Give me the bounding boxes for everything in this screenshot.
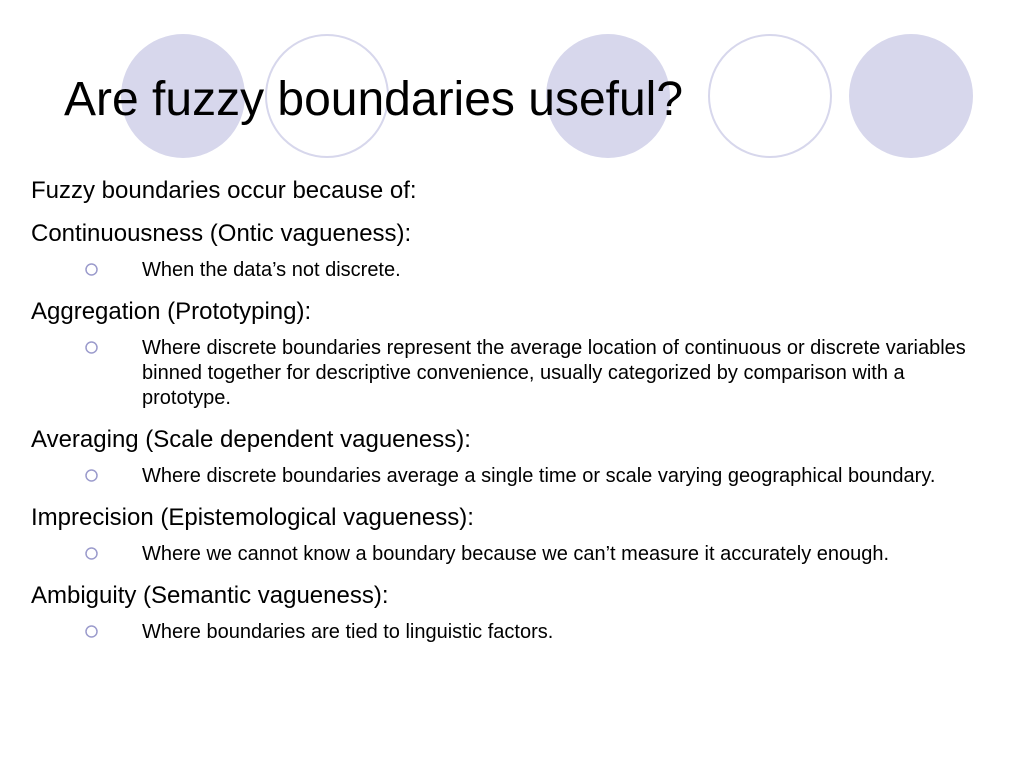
- hollow-circle-bullet-icon: [85, 341, 98, 354]
- sub-item-continuousness: [142, 258, 982, 283]
- sub-item-ambiguity: [142, 620, 982, 645]
- hollow-circle-bullet-icon: [85, 469, 98, 482]
- sub-item-averaging: [142, 464, 982, 489]
- sub-item-imprecision: [142, 542, 982, 567]
- intro-text: Fuzzy boundaries occur because of:: [31, 177, 417, 204]
- sub-item-text: Where we cannot know a boundary because we can’t measure it accurately enough.: [142, 543, 890, 565]
- outline-circle-2: [709, 35, 831, 157]
- sub-item-aggregation: [142, 336, 982, 411]
- heading-ambiguity: Ambiguity (Semantic vagueness):: [31, 582, 389, 609]
- sub-item-text: Where discrete boundaries average a single time or scale varying geographical boundary.: [142, 465, 936, 487]
- hollow-circle-bullet-icon: [85, 263, 98, 276]
- heading-aggregation: Aggregation (Prototyping):: [31, 298, 312, 325]
- hollow-circle-bullet-icon: [85, 625, 98, 638]
- sub-item-text: Where discrete boundaries represent the average location of continuous or discrete variables binned together for descriptive convenience, usually categorized by comparison with a prototype.: [142, 337, 966, 409]
- heading-continuousness: Continuousness (Ontic vagueness):: [31, 220, 412, 247]
- heading-imprecision: Imprecision (Epistemological vagueness):: [31, 504, 474, 531]
- slide-body: [31, 176, 991, 645]
- heading-averaging: Averaging (Scale dependent vagueness):: [31, 426, 471, 453]
- slide-title: Are fuzzy boundaries useful?: [64, 73, 684, 126]
- filled-circle-3: [849, 34, 973, 158]
- hollow-circle-bullet-icon: [85, 547, 98, 560]
- sub-item-text: When the data’s not discrete.: [142, 259, 401, 281]
- sub-item-text: Where boundaries are tied to linguistic factors.: [142, 621, 554, 643]
